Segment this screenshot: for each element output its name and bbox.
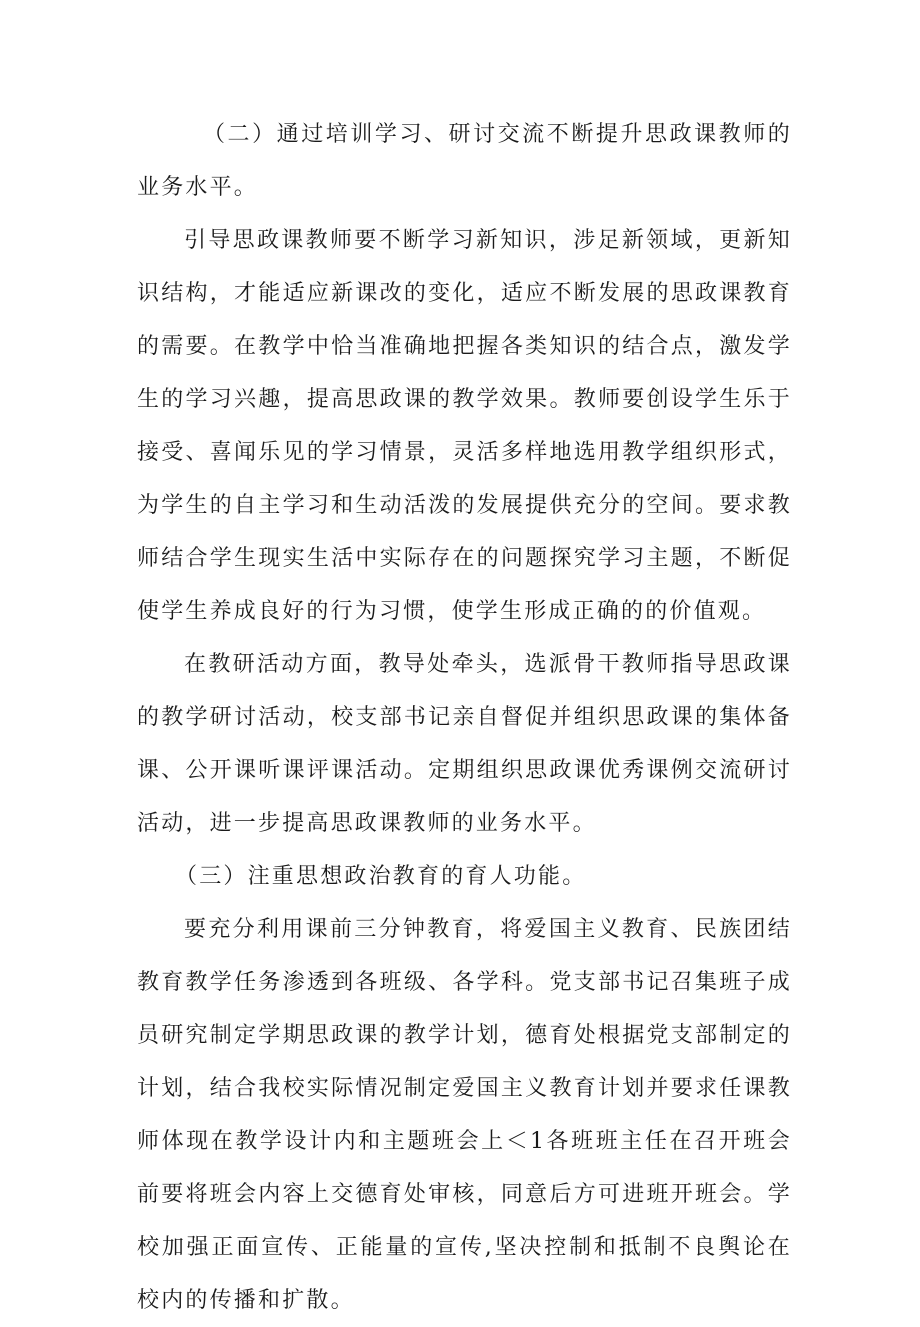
document-body [137, 108, 792, 1327]
paragraph-teaching-research: 在教研活动方面，教导处牵头，选派骨干教师指导思政课的教学研讨活动，校支部书记亲自督促并组织思政课的集体备课、公开课听课评课活动。定期组织思政课优秀课例交流研讨活动，进一步提高思政课教师的业务水平。 [137, 652, 792, 836]
paragraph-teacher-learning: 引导思政课教师要不断学习新知识，涉足新领域，更新知识结构，才能适应新课改的变化，适应不断发展的思政课教育的需要。在教学中恰当准确地把握各类知识的结合点，激发学生的学习兴趣，提高思政课的教学效果。教师要创设学生乐于接受、喜闻乐见的学习情景，灵活多样地选用教学组织形式，为学生的自主学习和生动活泼的发展提供充分的空间。要求教师结合学生现实生活中实际存在的问题探究学习主题，不断促使学生养成良好的行为习惯，使学生形成正确的的价值观。 [137, 228, 792, 624]
section-heading-3: （三）注重思想政治教育的育人功能。 [175, 864, 587, 889]
paragraph-ideological-education: 要充分利用课前三分钟教育，将爱国主义教育、民族团结教育教学任务渗透到各班级、各学科。党支部书记召集班子成员研究制定学期思政课的教学计划，德育处根据党支部制定的计划，结合我校实际情况制定爱国主义教育计划并要求任课教师体现在教学设计内和主题班会上＜1各班班主任在召开班会前要将班会内容上交德育处审核，同意后方可进班开班会。学校加强正面宣传、正能量的宣传,坚决控制和抵制不良舆论在校内的传播和扩散。 [137, 917, 792, 1313]
section-heading-2: （二）通过培训学习、研讨交流不断提升思政课教师的业务水平。 [137, 122, 792, 200]
